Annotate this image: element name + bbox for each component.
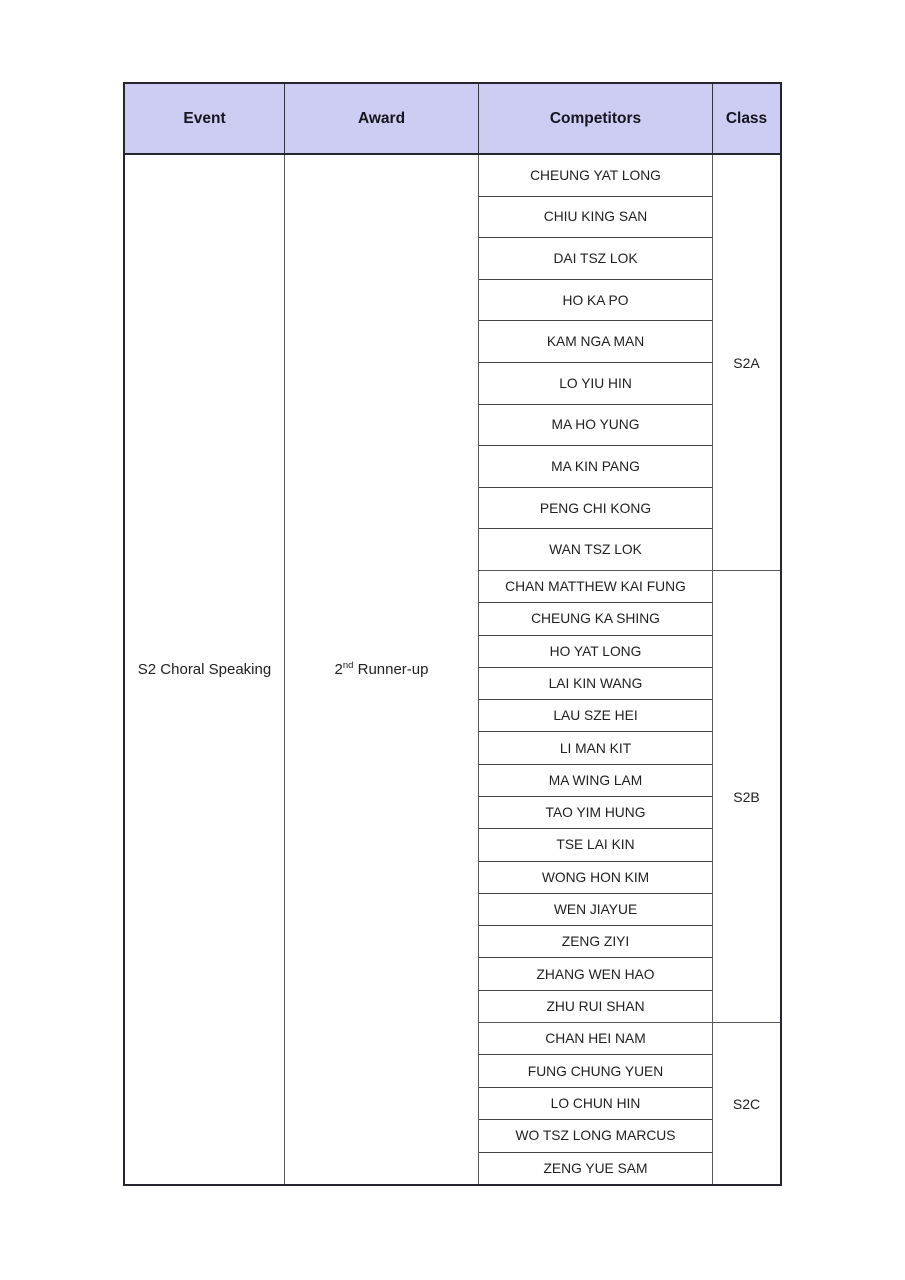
groups-column [479, 155, 780, 1184]
award-cell [285, 155, 479, 1184]
competitor-cell: ZHU RUI SHAN [546, 998, 645, 1014]
competitor-cell: LAU SZE HEI [479, 700, 712, 732]
competitors-subcolumn [479, 155, 713, 570]
award-ordinal-suffix: nd [342, 660, 354, 671]
competitors-subcolumn [479, 571, 713, 1022]
competitor-cell: TAO YIM HUNG [479, 797, 712, 829]
competitor-cell: CHEUNG YAT LONG [479, 155, 712, 197]
competitor-cell: WONG HON KIM [479, 862, 712, 894]
event-cell: S2 Choral Speaking [125, 155, 285, 1184]
table-header-row [125, 84, 780, 155]
competitor-cell: CHAN HEI NAM [479, 1023, 712, 1055]
competitor-cell: LO YIU HIN [479, 363, 712, 405]
competitor-cell: FUNG CHUNG YUEN [479, 1055, 712, 1087]
table-body [125, 155, 780, 1184]
competitor-cell: CHEUNG KA SHING [479, 603, 712, 635]
competitor-cell: HO YAT LONG [479, 636, 712, 668]
competitor-cell: MA HO YUNG [479, 405, 712, 447]
class-group-s2a [479, 155, 780, 571]
class-group-s2c [479, 1023, 780, 1184]
competitor-cell: LI MAN KIT [479, 732, 712, 764]
competitor-cell: WEN JIAYUE [479, 894, 712, 926]
competitor-cell: WO TSZ LONG MARCUS [479, 1120, 712, 1152]
column-header-event: Event [125, 84, 285, 153]
competitor-cell: TSE LAI KIN [479, 829, 712, 861]
column-header-award: Award [285, 84, 479, 153]
competitor-cell: WAN TSZ LOK [549, 542, 642, 558]
award-results-table [123, 82, 782, 1186]
competitor-cell: LAI KIN WANG [479, 668, 712, 700]
competitor-cell: ZHANG WEN HAO [479, 958, 712, 990]
class-cell: S2C [732, 1095, 761, 1112]
competitor-cell: DAI TSZ LOK [479, 238, 712, 280]
competitor-cell: ZENG YUE SAM [543, 1160, 648, 1176]
competitor-cell: CHAN MATTHEW KAI FUNG [479, 571, 712, 603]
competitor-cell: MA WING LAM [479, 765, 712, 797]
competitor-cell: LO CHUN HIN [479, 1088, 712, 1120]
class-cell: S2B [733, 788, 760, 805]
class-cell: S2A [733, 354, 760, 371]
competitor-cell: KAM NGA MAN [479, 321, 712, 363]
column-header-class: Class [725, 109, 768, 127]
competitor-cell: ZENG ZIYI [479, 926, 712, 958]
class-group-s2b [479, 571, 780, 1023]
award-text: 2nd Runner-up [334, 660, 429, 678]
competitor-cell: HO KA PO [479, 280, 712, 322]
competitor-cell: CHIU KING SAN [479, 197, 712, 239]
column-header-competitors: Competitors [479, 84, 713, 153]
competitor-cell: MA KIN PANG [479, 446, 712, 488]
competitors-subcolumn [479, 1023, 713, 1184]
competitor-cell: PENG CHI KONG [479, 488, 712, 530]
